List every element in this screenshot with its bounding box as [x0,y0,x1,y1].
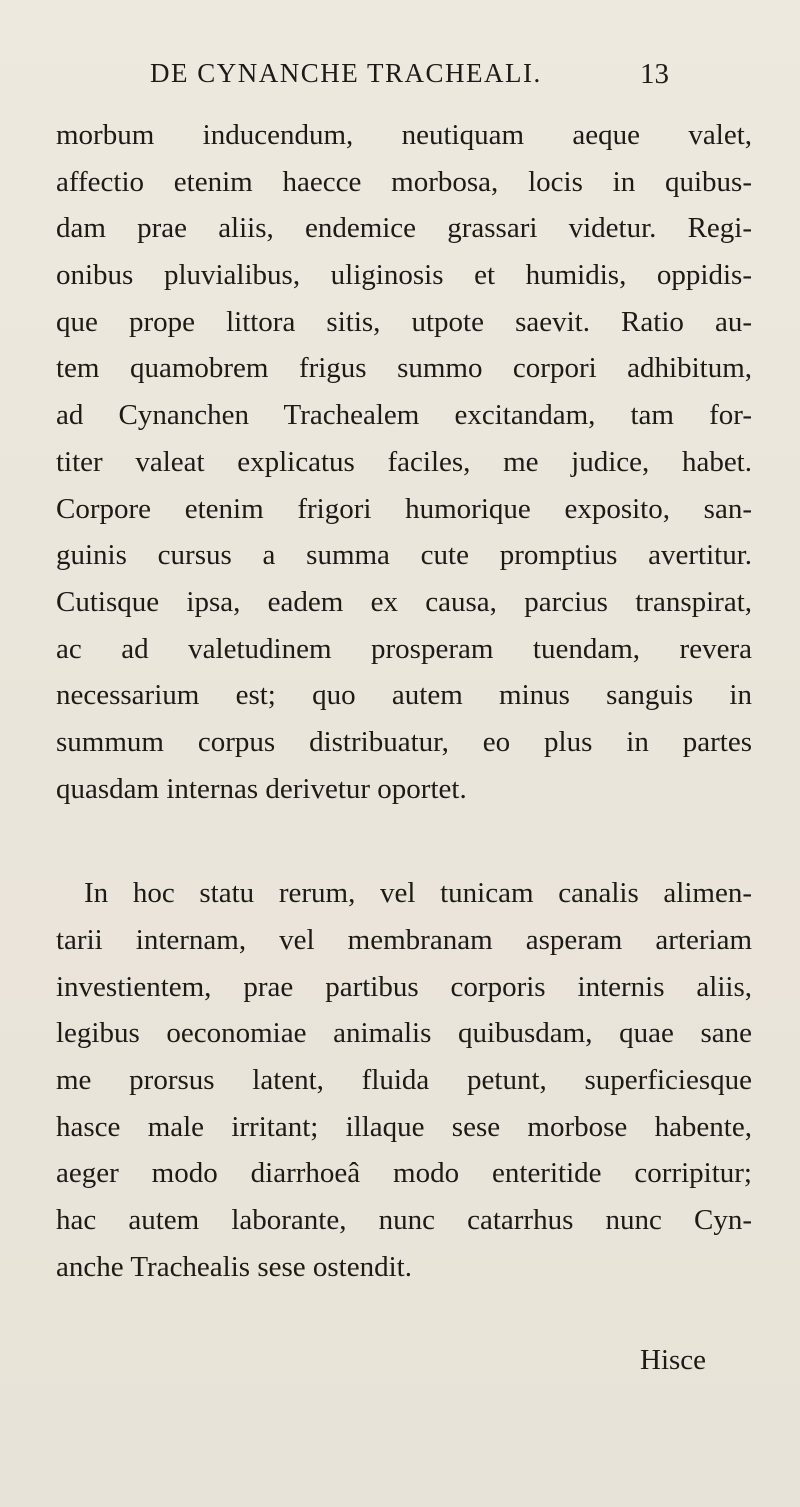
text-line: onibus pluvialibus, uliginosis et humidis, oppidis- [56,259,752,292]
text-line: quasdam internas derivetur oportet. [56,772,467,805]
text-line: tem quamobrem frigus summo corpori adhibitum, [56,352,752,385]
text-line: que prope littora sitis, utpote saevit. Ratio au- [56,305,752,338]
text-line: guinis cursus a summa cute promptius avertitur. [56,539,752,572]
text-line: legibus oeconomiae animalis quibusdam, quae sane [56,1017,752,1050]
paragraph-break [56,812,752,870]
text-line: investientem, prae partibus corporis internis aliis, [56,970,752,1003]
text-line: In hoc statu rerum, vel tunicam canalis alimen- [84,877,752,910]
running-head [0,58,800,98]
text-line: necessarium est; quo autem minus sanguis in [56,679,752,712]
text-line: tarii internam, vel membranam asperam arteriam [56,924,752,956]
running-title: DE CYNANCHE TRACHEALI. [150,58,542,88]
text-line: hasce male irritant; illaque sese morbose habente, [56,1110,752,1143]
text-line: summum corpus distribuatur, eo plus in partes [56,725,752,758]
text-line: anche Trachealis sese ostendit. [56,1250,412,1283]
text-line: hac autem laborante, nunc catarrhus nunc Cyn- [56,1204,752,1237]
text-line: dam prae aliis, endemice grassari videtur. Regi- [56,212,752,245]
text-line: Cutisque ipsa, eadem ex causa, parcius transpirat, [56,585,752,618]
text-line: ad Cynanchen Trachealem excitandam, tam for- [56,399,752,432]
page-number: 13 [640,58,669,90]
text-line: affectio etenim haecce morbosa, locis in quibus- [56,165,752,198]
text-line: Corpore etenim frigori humorique exposito, san- [56,492,752,525]
text-line: me prorsus latent, fluida petunt, superficiesque [56,1064,752,1097]
paragraph-2 [56,870,752,1290]
text-line: titer valeat explicatus faciles, me judice, habet. [56,445,752,478]
text-line: morbum inducendum, neutiquam aeque valet, [56,119,752,151]
text-line: aeger modo diarrhoeâ modo enteritide corripitur; [56,1157,752,1190]
text-line: ac ad valetudinem prosperam tuendam, revera [56,632,752,665]
catchword: Hisce [640,1344,707,1376]
paragraph-1 [56,112,752,812]
body-text [56,112,752,1291]
